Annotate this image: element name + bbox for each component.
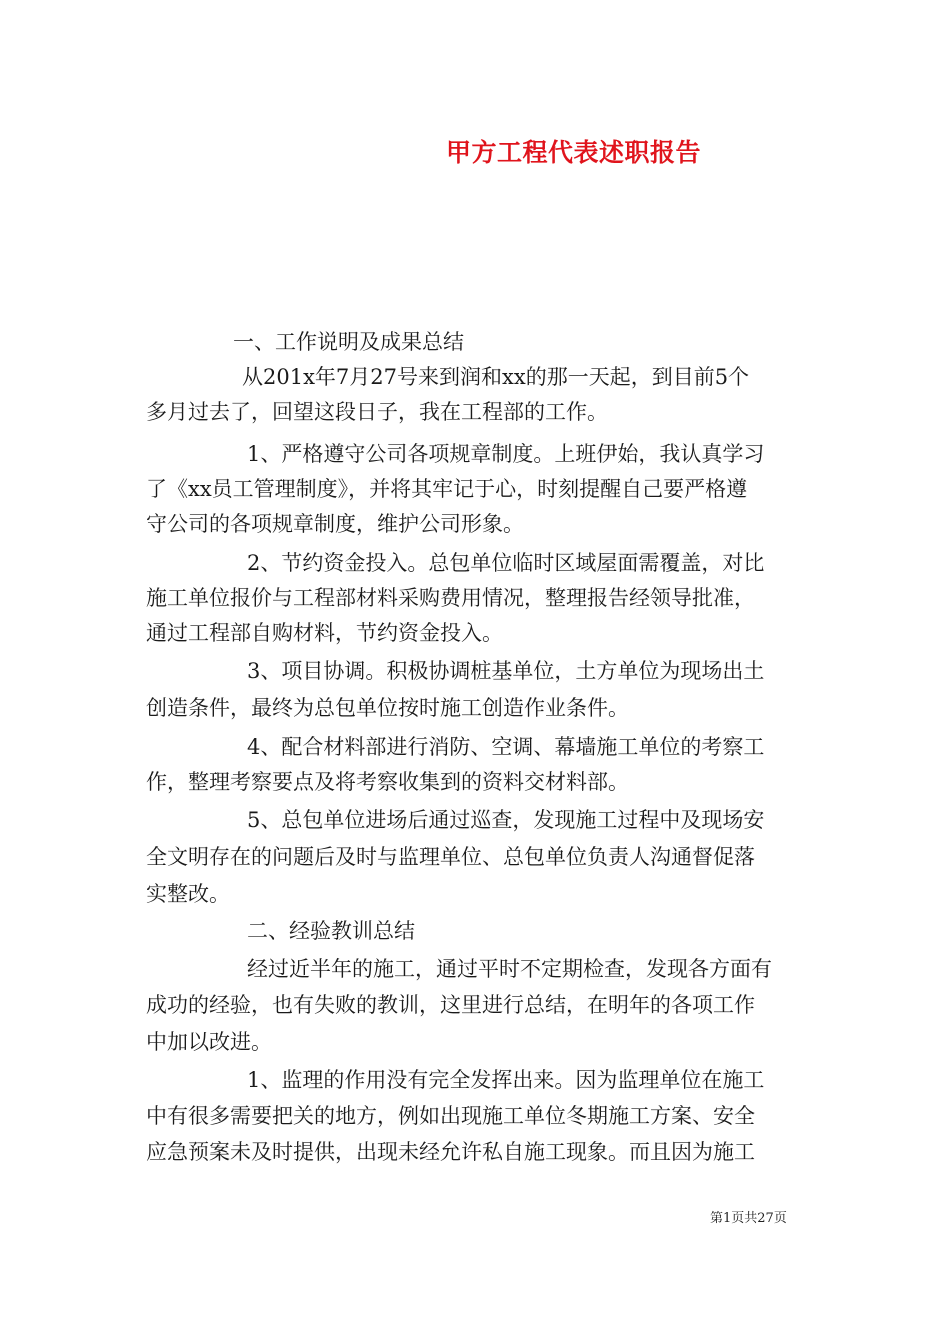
section-heading-1: 一、工作说明及成果总结 — [233, 330, 464, 354]
paragraph-line: 实整改。 — [146, 882, 230, 906]
paragraph-line: 作，整理考察要点及将考察收集到的资料交材料部。 — [146, 770, 629, 794]
paragraph-line: 通过工程部自购材料，节约资金投入。 — [146, 621, 503, 645]
section-heading-2: 二、经验教训总结 — [247, 919, 415, 943]
paragraph-line: 创造条件，最终为总包单位按时施工创造作业条件。 — [146, 696, 629, 720]
paragraph-line: 施工单位报价与工程部材料采购费用情况，整理报告经领导批准， — [146, 586, 755, 610]
paragraph-line: 经过近半年的施工，通过平时不定期检查，发现各方面有 — [247, 957, 772, 981]
paragraph-line: 中有很多需要把关的地方，例如出现施工单位冬期施工方案、安全 — [146, 1104, 755, 1128]
paragraph-line: 5、总包单位进场后通过巡查，发现施工过程中及现场安 — [247, 808, 765, 832]
paragraph-line: 3、项目协调。积极协调桩基单位，土方单位为现场出土 — [247, 659, 765, 683]
paragraph-line: 4、配合材料部进行消防、空调、幕墙施工单位的考察工 — [247, 735, 765, 759]
paragraph-line: 了《xx员工管理制度》，并将其牢记于心，时刻提醒自己要严格遵 — [146, 477, 748, 501]
paragraph-line: 中加以改进。 — [146, 1030, 272, 1054]
paragraph-line: 1、严格遵守公司各项规章制度。上班伊始，我认真学习 — [247, 442, 765, 466]
page-title: 甲方工程代表述职报告 — [446, 138, 702, 167]
paragraph-line: 多月过去了，回望这段日子，我在工程部的工作。 — [146, 400, 608, 424]
paragraph-line: 守公司的各项规章制度，维护公司形象。 — [146, 512, 524, 536]
page-number: 第1页共27页 — [710, 1211, 787, 1226]
paragraph-line: 成功的经验，也有失败的教训，这里进行总结，在明年的各项工作 — [146, 993, 755, 1017]
paragraph-line: 2、节约资金投入。总包单位临时区域屋面需覆盖，对比 — [247, 551, 765, 575]
paragraph-line: 应急预案未及时提供，出现未经允许私自施工现象。而且因为施工 — [146, 1140, 755, 1164]
paragraph-line: 全文明存在的问题后及时与监理单位、总包单位负责人沟通督促落 — [146, 845, 755, 869]
paragraph-line: 1、监理的作用没有完全发挥出来。因为监理单位在施工 — [247, 1068, 765, 1092]
paragraph-line: 从201x年7月27号来到润和xx的那一天起，到目前5个 — [242, 365, 750, 389]
